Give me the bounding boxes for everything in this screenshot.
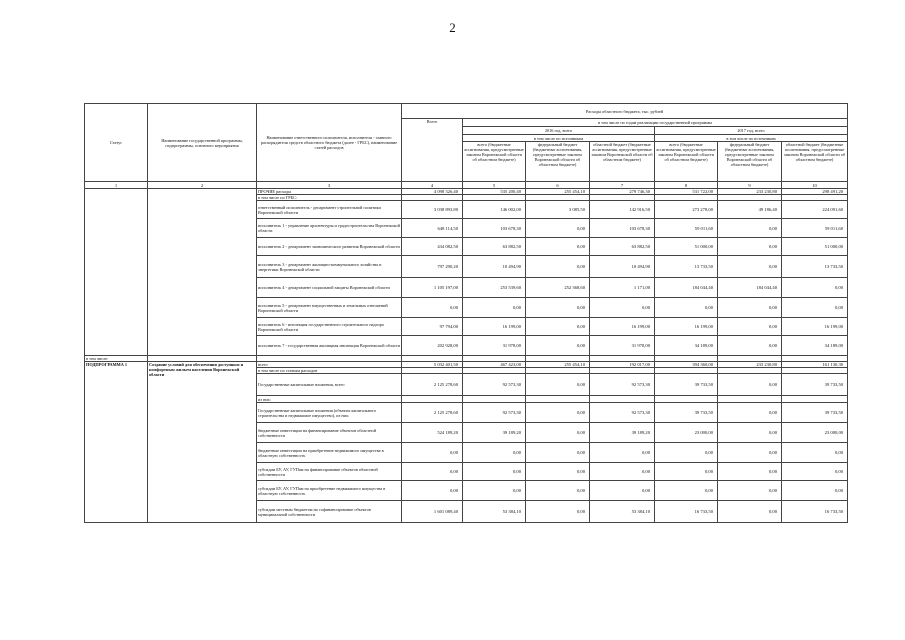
value-cell: 39 733,50 [655,374,718,396]
value-cell: 0,00 [655,443,718,463]
row-label: исполнитель 4 - департамент социальной защиты Воронежской области [257,278,402,298]
value-cell: 51 000,00 [782,238,848,256]
value-cell: 0,00 [526,298,590,318]
value-cell: 0,00 [718,481,782,501]
value-cell: 16 733,50 [655,501,718,523]
column-number: 3 [257,182,402,189]
column-number: 6 [526,182,590,189]
row-label: исполнитель 2 - департамент экономического развития Воронежской области [257,238,402,256]
value-cell: 255 454,10 [526,362,590,368]
value-cell: 273 278,00 [655,201,718,219]
value-cell: 0,00 [526,403,590,423]
header-year-2016: 2016 год, всего [463,127,655,135]
value-cell: 31 978,00 [590,336,655,356]
value-cell: 0,00 [590,463,655,481]
column-number: 1 [85,182,148,189]
row-label: субсидии местным бюджетам на софинансирование объектов муниципальной собственности [257,501,402,523]
value-cell: 192 017,00 [590,362,655,368]
value-cell: 394 360,00 [655,362,718,368]
value-cell: 0,00 [526,443,590,463]
value-cell: 0,00 [402,298,463,318]
value-cell: 202 928,00 [402,336,463,356]
column-number: 9 [718,182,782,189]
value-cell: 0,00 [402,481,463,501]
value-cell: 39 733,50 [655,403,718,423]
value-cell: 63 882,50 [590,238,655,256]
header-2017-regional: областной бюджет (бюджетные ассигнования, предусмотренные законом Воронежской области об областном бюджете) [782,142,848,182]
value-cell: 233 230,80 [718,362,782,368]
value-cell: 3 085,50 [526,201,590,219]
value-cell: 39 733,50 [782,374,848,396]
value-cell: 0,00 [526,463,590,481]
value-cell: 0,00 [782,463,848,481]
value-cell: 92 573,30 [463,403,526,423]
value-cell: 34 189,00 [655,336,718,356]
column-number: 2 [148,182,257,189]
value-cell: 2 125 278,60 [402,374,463,396]
row-label: исполнитель 1 - управление архитектуры и градостроительства Воронежской области [257,219,402,238]
value-cell: 467 423,00 [463,362,526,368]
value-cell: 252 368,60 [526,278,590,298]
value-cell: 255 454,10 [526,189,590,195]
value-cell [655,396,718,403]
value-cell: 2 125 278,60 [402,403,463,423]
header-2016-total: всего (бюджетные ассигнования, предусмотренные законом Воронежской области об областном бюджете) [463,142,526,182]
value-cell: 92 573,30 [463,374,526,396]
value-cell: 39 733,50 [782,403,848,423]
budget-table [84,103,848,523]
value-cell: 63 882,50 [463,238,526,256]
value-cell [526,396,590,403]
value-cell: 0,00 [718,423,782,443]
value-cell: 0,00 [782,481,848,501]
value-cell: 233 230,80 [718,189,782,195]
value-cell: 0,00 [463,481,526,501]
header-2017-federal: федеральный бюджет (бюджетные ассигнования, предусмотренные законом Воронежской области об областном бюджете) [718,142,782,182]
value-cell: 0,00 [655,463,718,481]
value-cell: 184 044,40 [718,278,782,298]
row-label: бюджетные инвестиции на приобретение недвижимого имущества в областную собственность [257,443,402,463]
value-cell [463,396,526,403]
value-cell: 648 114,50 [402,219,463,238]
column-number: 10 [782,182,848,189]
value-cell: 0,00 [526,318,590,336]
header-expenses-title: Расходы областного бюджета, тыс. рублей [402,104,848,119]
value-cell: 524 189,20 [402,423,463,443]
value-cell: 1 105 197,00 [402,278,463,298]
value-cell: 0,00 [655,481,718,501]
value-cell: 0,00 [526,256,590,278]
value-cell: 0,00 [718,403,782,423]
value-cell: 0,00 [718,374,782,396]
header-sources-2016: в том числе по источникам [463,135,655,142]
value-cell: 0,00 [655,298,718,318]
value-cell: 146 002,00 [463,201,526,219]
row-label: Государственные капитальные вложения, всего [257,374,402,396]
value-cell: 142 916,50 [590,201,655,219]
header-status: Статус [85,104,148,182]
row-label: ответственный исполнитель - департамент строительной политики Воронежской области [257,201,402,219]
value-cell [590,396,655,403]
value-cell: 0,00 [718,463,782,481]
value-cell: 0,00 [526,481,590,501]
row-label: из них: [257,396,402,403]
value-cell [782,396,848,403]
row-label: в том числе по ГРБС: [257,195,402,201]
row-label: всего [257,362,402,368]
value-cell: 0,00 [526,219,590,238]
program-cell [148,189,257,356]
header-year-2017: 2017 год, всего [655,127,848,135]
value-cell: 51 000,00 [655,238,718,256]
value-cell: 10 494,90 [463,256,526,278]
value-cell: 103 678,30 [463,219,526,238]
value-cell: 279 746,30 [590,189,655,195]
column-number: 8 [655,182,718,189]
value-cell: 16 199,00 [655,318,718,336]
budget-table-container [84,103,847,523]
row-label: Государственные капитальные вложения (объекты капитального строительства и недвижимое имущество), из них: [257,403,402,423]
in-that-number-label: в том числе: [85,356,148,362]
value-cell: 3 038 893,80 [402,201,463,219]
value-cell: 0,00 [718,443,782,463]
subprogram-name: Создание условий для обеспечения доступным и комфортным жильем населения Воронежской области [148,362,257,523]
value-cell: 53 384,10 [463,501,526,523]
value-cell: 0,00 [718,318,782,336]
value-cell: 10 494,90 [590,256,655,278]
value-cell: 0,00 [718,238,782,256]
value-cell: 0,00 [718,298,782,318]
value-cell: 0,00 [463,463,526,481]
value-cell: 0,00 [718,336,782,356]
value-cell: 0,00 [590,298,655,318]
value-cell: 161 130,30 [782,362,848,368]
value-cell: 0,00 [526,374,590,396]
row-label: в том числе по статьям расходов [257,368,402,374]
column-number: 7 [590,182,655,189]
value-cell: 0,00 [402,463,463,481]
row-label: исполнитель 5 - департамент имущественных и земельных отношений Воронежской области [257,298,402,318]
value-cell: 59 011,60 [782,219,848,238]
value-cell [402,396,463,403]
row-label: исполнитель 6 - инспекция государственного строительного надзора Воронежской области [257,318,402,336]
value-cell: 0,00 [463,443,526,463]
value-cell: 434 082,50 [402,238,463,256]
header-executor: Наименование ответственного исполнителя, исполнителя - главного распорядителя средств областного бюджета (далее - ГРБС), наименование статей расходов [257,104,402,182]
value-cell: 531 722,00 [655,189,718,195]
value-cell: 0,00 [526,238,590,256]
value-cell: 31 978,00 [463,336,526,356]
value-cell: 0,00 [718,219,782,238]
value-cell: 0,00 [590,481,655,501]
value-cell: 39 189,20 [590,423,655,443]
value-cell: 298 491,20 [782,189,848,195]
value-cell: 34 189,00 [782,336,848,356]
value-cell: 0,00 [590,443,655,463]
header-2016-federal: федеральный бюджет (бюджетные ассигнования, предусмотренные законом Воронежской области об областном бюджете) [526,142,590,182]
value-cell: 16 733,50 [782,501,848,523]
value-cell: 0,00 [526,501,590,523]
value-cell: 0,00 [526,336,590,356]
value-cell: 23 000,00 [782,423,848,443]
column-number: 5 [463,182,526,189]
value-cell: 253 539,60 [463,278,526,298]
row-label: субсидии БУ, АУ, ГУПам на приобретение недвижимого имущества в областную собственность [257,481,402,501]
value-cell: 4 098 326,40 [402,189,463,195]
header-2016-regional: областной бюджет (бюджетные ассигнования, предусмотренные законом Воронежской области об областном бюджете) [590,142,655,182]
value-cell: 16 199,00 [782,318,848,336]
header-total: Всего [402,119,463,182]
value-cell: 5 032 401,50 [402,362,463,368]
value-cell: 0,00 [526,423,590,443]
row-label: ПРОЧИЕ расходы [257,189,402,195]
page-number: 2 [449,20,456,35]
value-cell: 224 091,60 [782,201,848,219]
value-cell: 0,00 [718,501,782,523]
value-cell: 59 011,60 [655,219,718,238]
value-cell: 1 171,00 [590,278,655,298]
value-cell: 0,00 [463,298,526,318]
header-sources-2017: в том числе по источникам [655,135,848,142]
value-cell: 39 189,20 [463,423,526,443]
value-cell: 13 733,50 [782,256,848,278]
row-label: субсидии БУ, АУ, ГУПам на финансирование объектов областной собственности [257,463,402,481]
header-by-years: в том числе по годам реализации государственной программы [463,119,848,127]
value-cell: 92 573,30 [590,374,655,396]
header-program: Наименование государственной программы, подпрограммы, основного мероприятия [148,104,257,182]
value-cell: 0,00 [782,298,848,318]
value-cell: 0,00 [402,443,463,463]
value-cell: 49 186,40 [718,201,782,219]
value-cell: 23 000,00 [655,423,718,443]
value-cell [718,396,782,403]
row-label: исполнитель 7 - государственная жилищная инспекция Воронежской области [257,336,402,356]
value-cell: 97 794,00 [402,318,463,336]
column-number: 4 [402,182,463,189]
subprogram-status: ПОДПРОГРАММА 1 [85,362,148,523]
row-label: бюджетные инвестиции на финансирование объектов областной собственности [257,423,402,443]
value-cell: 16 199,00 [463,318,526,336]
value-cell: 1 601 089,40 [402,501,463,523]
value-cell: 16 199,00 [590,318,655,336]
value-cell: 0,00 [782,278,848,298]
row-label: исполнитель 3 - департамент жилищно-коммунального хозяйства и энергетики Воронежской области [257,256,402,278]
value-cell: 797 290,20 [402,256,463,278]
value-cell: 13 733,50 [655,256,718,278]
value-cell: 0,00 [718,256,782,278]
value-cell: 103 678,30 [590,219,655,238]
value-cell: 184 044,40 [655,278,718,298]
value-cell: 92 573,30 [590,403,655,423]
value-cell: 53 384,10 [590,501,655,523]
header-2017-total: всего (бюджетные ассигнования, предусмотренные законом Воронежской области об областном бюджете) [655,142,718,182]
value-cell: 535 200,40 [463,189,526,195]
status-cell [85,189,148,356]
value-cell: 0,00 [782,443,848,463]
